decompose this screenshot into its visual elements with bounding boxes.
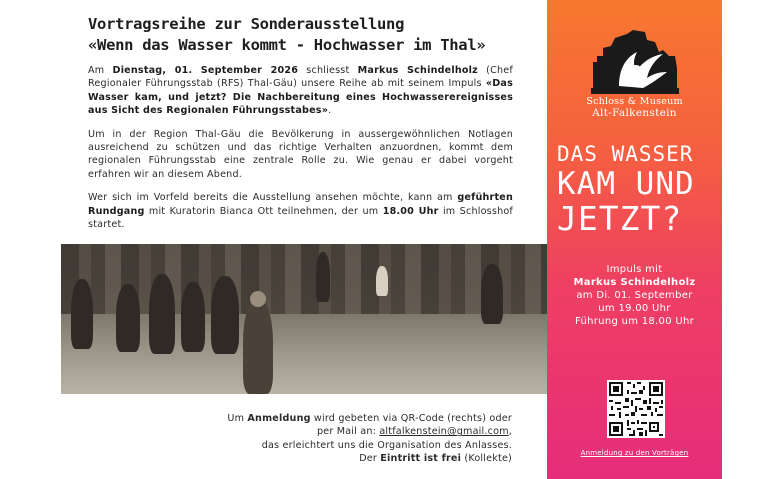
castle-logo-icon bbox=[589, 28, 681, 94]
reg-text-5: Der bbox=[359, 453, 381, 465]
photo-figure bbox=[376, 266, 388, 296]
tour-paragraph bbox=[88, 191, 513, 231]
intro-text-3: (Chef Regionaler Führungsstab (RFS) Thal-Gäu) unsere Reihe ab mit seinem Impuls bbox=[88, 65, 513, 90]
tour-text-1: Wer sich im Vorfeld bereits die Ausstellung ansehen möchte, kann am bbox=[88, 192, 458, 204]
photo-figure bbox=[71, 279, 93, 349]
photo-face bbox=[250, 291, 266, 307]
title-line-1: Vortragsreihe zur Sonderausstellung bbox=[88, 15, 405, 33]
title-line-2: «Wenn das Wasser kommt - Hochwasser im Thal» bbox=[88, 36, 486, 54]
tour-time: 18.00 Uhr bbox=[382, 205, 439, 217]
reg-text-4: , bbox=[508, 426, 512, 438]
guided-tour: geführten Rundgang bbox=[88, 192, 513, 217]
intro-text-1: Am bbox=[88, 65, 113, 76]
photo-figure-child bbox=[243, 299, 273, 394]
registration-note bbox=[100, 412, 512, 466]
intro-text-4: . bbox=[328, 105, 332, 117]
qr-code-icon[interactable] bbox=[607, 380, 665, 438]
event-title bbox=[88, 14, 513, 56]
photo-figure bbox=[116, 284, 140, 352]
reg-text-3: per Mail an: bbox=[316, 426, 380, 438]
logo-text-line-2: Alt-Falkenstein bbox=[592, 107, 677, 119]
photo-figure bbox=[149, 274, 175, 354]
speaker-name: Markus Schindelholz bbox=[357, 65, 478, 76]
talk-title: «Das Wasser kam, und jetzt? Die Nachbereitung eines Hochwasserereignisses aus Sicht des Regionalen Führungsstabes» bbox=[88, 78, 513, 117]
registration-line-1 bbox=[100, 412, 512, 425]
registration-line-4 bbox=[100, 452, 512, 465]
registration-link[interactable]: Anmeldung zu den Vorträgen bbox=[580, 449, 689, 457]
free-entry: Eintritt ist frei bbox=[380, 453, 462, 465]
impuls-date: am Di. 01. September bbox=[576, 290, 693, 301]
event-date: Dienstag, 01. September 2026 bbox=[112, 65, 299, 76]
impuls-time: um 19.00 Uhr bbox=[598, 303, 671, 314]
photo-figure bbox=[211, 276, 239, 354]
event-details bbox=[547, 263, 722, 328]
historic-flood-photo bbox=[61, 244, 547, 394]
reg-text-2: wird gebeten via QR-Code (rechts) oder bbox=[310, 413, 512, 424]
description-paragraph: Um in der Region Thal-Gäu die Bevölkerung in aussergewöhnlichen Notlagen ausreichend zu schützen und das richtige Verhalten anzuordnen, kommt dem regionalen Führungsstab eine zentrale Rolle zu. Wie genau er dabei vorgeht erfahren wir an diesem Abend. bbox=[88, 128, 513, 180]
tour-text-2: mit Kuratorin Bianca Ott teilnehmen, der um bbox=[144, 205, 383, 217]
sidebar-headline bbox=[557, 142, 717, 238]
registration-line-2 bbox=[100, 425, 512, 438]
reg-text-1: Um bbox=[227, 413, 248, 424]
reg-registration: Anmeldung bbox=[247, 413, 311, 424]
intro-text-2: schliesst bbox=[298, 65, 358, 76]
headline-line-1: DAS WASSER bbox=[557, 142, 694, 166]
email-link[interactable]: altfalkenstein@gmail.com bbox=[379, 426, 509, 438]
impuls-speaker: Markus Schindelholz bbox=[573, 277, 696, 288]
registration-line-3: das erleichtert uns die Organisation des Anlasses. bbox=[261, 439, 512, 451]
logo-text-line-1: Schloss & Museum bbox=[586, 96, 683, 107]
headline-line-3: JETZT? bbox=[557, 199, 683, 238]
tour-text-3: im Schlosshof startet. bbox=[88, 205, 513, 231]
event-text-column bbox=[88, 14, 513, 241]
event-sidebar bbox=[547, 0, 722, 479]
impuls-label: Impuls mit bbox=[606, 264, 663, 275]
photo-figure bbox=[481, 264, 503, 324]
headline-line-2: KAM UND bbox=[557, 166, 695, 202]
photo-figure bbox=[181, 282, 205, 352]
photo-figure bbox=[316, 252, 330, 302]
intro-paragraph bbox=[88, 64, 513, 118]
reg-text-6: (Kollekte) bbox=[461, 453, 512, 465]
impuls-tour: Führung um 18.00 Uhr bbox=[574, 316, 695, 327]
